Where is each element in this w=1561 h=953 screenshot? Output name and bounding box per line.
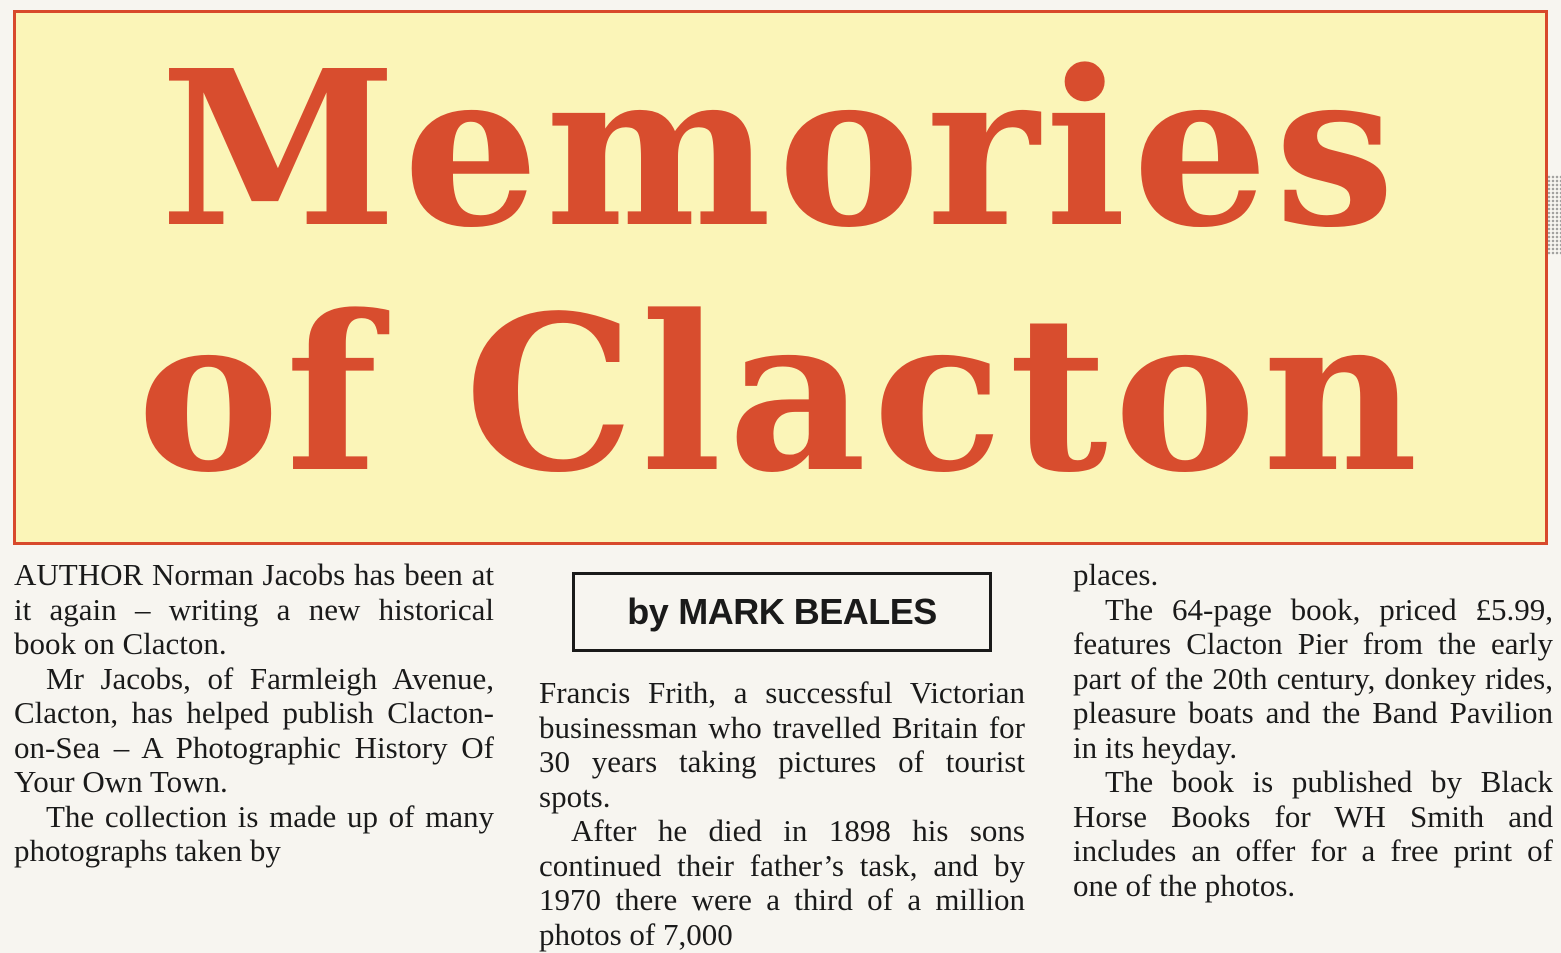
headline-line-1: Memories xyxy=(160,24,1401,275)
byline-author: MARK BEALES xyxy=(678,591,937,632)
article-paragraph: After he died in 1898 his sons continued their father’s task, and by 1970 there were a third of a million photos of 7,000 xyxy=(539,813,1025,952)
article-column-2 xyxy=(539,676,1025,952)
article-paragraph: The book is published by Black Horse Books for WH Smith and includes an offer for a free print of one of the photos. xyxy=(1073,764,1553,903)
headline-line-2: of Clacton xyxy=(136,269,1425,520)
article-paragraph: Francis Frith, a successful Victorian businessman who travelled Britain for 30 years taking pictures of tourist spots. xyxy=(539,675,1025,814)
article-paragraph: The collection is made up of many photographs taken by xyxy=(14,798,494,868)
article-paragraph: The 64-page book, priced £5.99, features Clacton Pier from the early part of the 20th century, donkey rides, pleasure boats and the Band Pavilion in its heyday. xyxy=(1073,591,1553,765)
article-column-3 xyxy=(1073,558,1553,903)
article-paragraph: places. xyxy=(1073,557,1159,592)
article-paragraph: AUTHOR Norman Jacobs has been at it again – writing a new historical book on Clacton. xyxy=(14,557,494,661)
headline-panel xyxy=(13,10,1548,545)
halftone-edge-texture xyxy=(1547,175,1561,255)
article-paragraph: Mr Jacobs, of Farmleigh Avenue, Clacton, has helped publish Clacton-on-Sea – A Photographic History Of Your Own Town. xyxy=(14,660,494,799)
byline-prefix: by xyxy=(627,591,669,632)
byline-box xyxy=(572,572,992,652)
article-column-1 xyxy=(14,558,494,869)
